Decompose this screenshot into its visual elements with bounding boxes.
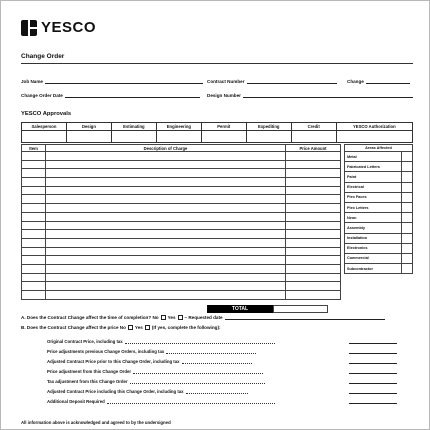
charge-item-cell[interactable]	[22, 160, 46, 169]
area-label: Paint	[345, 172, 402, 182]
areas-affected-header: Areas Affected	[345, 145, 413, 152]
charge-description-cell[interactable]	[46, 195, 286, 204]
charge-description-cell[interactable]	[46, 256, 286, 265]
charge-row	[22, 186, 341, 195]
area-label: Neon	[345, 213, 402, 223]
question-a-yes-checkbox[interactable]	[178, 315, 183, 320]
area-label: Subcontractor	[345, 264, 402, 274]
area-checkbox[interactable]	[402, 202, 413, 212]
area-checkbox[interactable]	[402, 264, 413, 274]
acknowledgement-text: All information above is acknowledged and agreed to by the undersigned	[21, 420, 171, 425]
charge-price-cell[interactable]	[286, 238, 341, 247]
charge-item-cell[interactable]	[22, 221, 46, 230]
job-name-field[interactable]	[21, 79, 203, 84]
price-line-label: Price adjustments previous Change Orders, including tax	[47, 349, 165, 354]
approval-col-design: Design	[66, 123, 111, 131]
charge-description-cell[interactable]	[46, 169, 286, 178]
yesco-logo-mark-icon	[21, 20, 37, 36]
area-row	[345, 202, 413, 212]
charge-price-cell[interactable]	[286, 264, 341, 273]
charge-row	[22, 212, 341, 221]
charge-description-cell[interactable]	[46, 221, 286, 230]
charge-item-cell[interactable]	[22, 178, 46, 187]
question-b-yes-label: Yes	[134, 325, 143, 330]
approval-col-permit: Permit	[201, 123, 246, 131]
area-row	[345, 233, 413, 243]
charge-item-cell[interactable]	[22, 195, 46, 204]
approval-sign-cell[interactable]	[201, 131, 246, 143]
charge-price-cell[interactable]	[286, 152, 341, 161]
charge-price-cell[interactable]	[286, 221, 341, 230]
price-line-label: Adjusted Contract Price prior to this Change Order, including tax	[47, 359, 180, 364]
charge-price-cell[interactable]	[286, 273, 341, 282]
charge-row	[22, 238, 341, 247]
charge-price-cell[interactable]	[286, 212, 341, 221]
charge-item-cell[interactable]	[22, 169, 46, 178]
price-line-label: Additional Deposit Required	[47, 399, 105, 404]
price-line	[47, 369, 263, 374]
question-a-no-checkbox[interactable]	[161, 315, 166, 320]
price-line-amount-field[interactable]	[349, 391, 397, 394]
question-a	[21, 315, 385, 320]
area-label: Plex Letters	[345, 202, 402, 212]
price-line-label: Price adjustment from this Change Order	[47, 369, 132, 374]
charge-item-cell[interactable]	[22, 238, 46, 247]
charge-price-cell[interactable]	[286, 169, 341, 178]
area-checkbox[interactable]	[402, 253, 413, 263]
area-row	[345, 253, 413, 263]
yesco-logo	[21, 19, 96, 36]
charge-price-cell[interactable]	[286, 204, 341, 213]
charge-item-cell[interactable]	[22, 264, 46, 273]
charge-row	[22, 230, 341, 239]
col-item-header: Item	[22, 145, 46, 152]
charge-description-cell[interactable]	[46, 291, 286, 300]
charge-row	[22, 291, 341, 300]
charge-description-cell[interactable]	[46, 238, 286, 247]
question-b	[21, 325, 221, 330]
charge-price-cell[interactable]	[286, 230, 341, 239]
title-divider	[21, 63, 413, 64]
approval-sign-cell[interactable]	[291, 131, 336, 143]
design-number-label: Design Number	[207, 93, 241, 98]
requested-date-field[interactable]	[225, 316, 385, 320]
approval-sign-cell[interactable]	[336, 131, 412, 143]
charge-price-cell[interactable]	[286, 186, 341, 195]
charge-item-cell[interactable]	[22, 186, 46, 195]
question-b-no-checkbox[interactable]	[128, 325, 133, 330]
question-b-note: (If yes, complete the following):	[151, 325, 221, 330]
charge-description-cell[interactable]	[46, 204, 286, 213]
charge-row	[22, 152, 341, 161]
charge-description-cell[interactable]	[46, 178, 286, 187]
approval-sign-cell[interactable]	[22, 131, 67, 143]
charge-price-cell[interactable]	[286, 247, 341, 256]
question-a-requested-label: – Requested date	[184, 315, 223, 320]
price-line-label: Original Contract Price, including tax	[47, 339, 123, 344]
approval-col-engineering: Engineering	[156, 123, 201, 131]
charge-description-cell[interactable]	[46, 247, 286, 256]
charge-row	[22, 273, 341, 282]
change-label: Change	[347, 79, 364, 84]
price-line	[47, 349, 256, 354]
area-label: Electronics	[345, 243, 402, 253]
approvals-table	[21, 122, 413, 143]
contract-number-label: Contract Number	[207, 79, 245, 84]
area-label: Installation	[345, 233, 402, 243]
charge-price-cell[interactable]	[286, 178, 341, 187]
approval-col-credit: Credit	[291, 123, 336, 131]
area-row	[345, 223, 413, 233]
price-line-amount-field[interactable]	[349, 341, 397, 344]
charge-description-cell[interactable]	[46, 186, 286, 195]
approvals-title: YESCO Approvals	[21, 111, 72, 117]
approval-col-salesperson: Salesperson	[22, 123, 67, 131]
question-a-yes-label: Yes	[167, 315, 176, 320]
areas-affected-table	[344, 144, 413, 274]
change-field[interactable]	[347, 79, 410, 84]
approval-sign-cell[interactable]	[66, 131, 111, 143]
total-amount-field[interactable]	[273, 305, 328, 313]
charges-table	[21, 144, 341, 300]
approval-col-expediting: Expediting	[246, 123, 291, 131]
charge-description-cell[interactable]	[46, 273, 286, 282]
col-price-header: Price Amount	[286, 145, 341, 152]
price-line-amount-field[interactable]	[349, 401, 397, 404]
approval-sign-cell[interactable]	[156, 131, 201, 143]
area-checkbox[interactable]	[402, 233, 413, 243]
charge-price-cell[interactable]	[286, 282, 341, 291]
page-title: Change Order	[21, 53, 65, 60]
area-row	[345, 264, 413, 274]
job-name-label: Job Name	[21, 79, 43, 84]
logo-text: YESCO	[41, 19, 97, 36]
area-row	[345, 192, 413, 202]
charge-price-cell[interactable]	[286, 256, 341, 265]
price-line-amount-field[interactable]	[349, 371, 397, 374]
approval-sign-cell[interactable]	[246, 131, 291, 143]
charge-item-cell[interactable]	[22, 273, 46, 282]
price-line-amount-field[interactable]	[349, 361, 397, 364]
price-line	[47, 339, 275, 344]
price-line	[47, 389, 248, 394]
price-line-amount-field[interactable]	[349, 381, 397, 384]
question-a-text: A. Does the Contract Change affect the time of completion? No	[21, 315, 159, 320]
charge-item-cell[interactable]	[22, 230, 46, 239]
charge-item-cell[interactable]	[22, 256, 46, 265]
area-row	[345, 152, 413, 162]
change-order-date-label: Change Order Date	[21, 93, 63, 98]
approval-col-yesco-authorization: YESCO Authorization	[336, 123, 412, 131]
price-line-label: Tax adjustment from this Change Order	[47, 379, 128, 384]
charge-item-cell[interactable]	[22, 212, 46, 221]
charge-row	[22, 282, 341, 291]
area-checkbox[interactable]	[402, 152, 413, 162]
charge-row	[22, 247, 341, 256]
area-label: Assembly	[345, 223, 402, 233]
total-label: TOTAL	[207, 305, 273, 313]
charge-description-cell[interactable]	[46, 212, 286, 221]
charge-item-cell[interactable]	[22, 204, 46, 213]
charge-row	[22, 221, 341, 230]
charge-item-cell[interactable]	[22, 291, 46, 300]
contract-number-field[interactable]	[207, 79, 337, 84]
charge-row	[22, 169, 341, 178]
area-label: Fabricated Letters	[345, 162, 402, 172]
charge-row	[22, 264, 341, 273]
price-line	[47, 379, 265, 384]
question-b-text: B. Does the Contract Change affect the price No	[21, 325, 126, 330]
area-row	[345, 243, 413, 253]
charge-item-cell[interactable]	[22, 247, 46, 256]
price-line	[47, 359, 252, 364]
charge-description-cell[interactable]	[46, 230, 286, 239]
area-row	[345, 172, 413, 182]
question-b-yes-checkbox[interactable]	[145, 325, 150, 330]
charge-item-cell[interactable]	[22, 152, 46, 161]
col-description-header: Description of Charge	[46, 145, 286, 152]
charge-description-cell[interactable]	[46, 282, 286, 291]
area-row	[345, 182, 413, 192]
charge-description-cell[interactable]	[46, 264, 286, 273]
area-row	[345, 213, 413, 223]
area-checkbox[interactable]	[402, 162, 413, 172]
area-label: Electrical	[345, 182, 402, 192]
area-checkbox[interactable]	[402, 243, 413, 253]
area-label: Metal	[345, 152, 402, 162]
design-number-field[interactable]	[207, 93, 413, 98]
charge-price-cell[interactable]	[286, 291, 341, 300]
price-line-amount-field[interactable]	[349, 351, 397, 354]
area-checkbox[interactable]	[402, 213, 413, 223]
area-label: Plex Faces	[345, 192, 402, 202]
charge-price-cell[interactable]	[286, 160, 341, 169]
change-order-date-field[interactable]	[21, 93, 200, 98]
price-line	[47, 399, 275, 404]
area-checkbox[interactable]	[402, 182, 413, 192]
area-checkbox[interactable]	[402, 223, 413, 233]
area-checkbox[interactable]	[402, 192, 413, 202]
area-label: Commercial	[345, 253, 402, 263]
charge-row	[22, 160, 341, 169]
charge-row	[22, 178, 341, 187]
charge-price-cell[interactable]	[286, 195, 341, 204]
area-checkbox[interactable]	[402, 172, 413, 182]
charge-description-cell[interactable]	[46, 160, 286, 169]
charge-row	[22, 195, 341, 204]
approval-sign-cell[interactable]	[111, 131, 156, 143]
charge-row	[22, 204, 341, 213]
charge-description-cell[interactable]	[46, 152, 286, 161]
price-line-label: Adjusted Contract Price including this Change Order, including tax	[47, 389, 184, 394]
area-row	[345, 162, 413, 172]
charge-item-cell[interactable]	[22, 282, 46, 291]
approval-col-estimating: Estimating	[111, 123, 156, 131]
charge-row	[22, 256, 341, 265]
